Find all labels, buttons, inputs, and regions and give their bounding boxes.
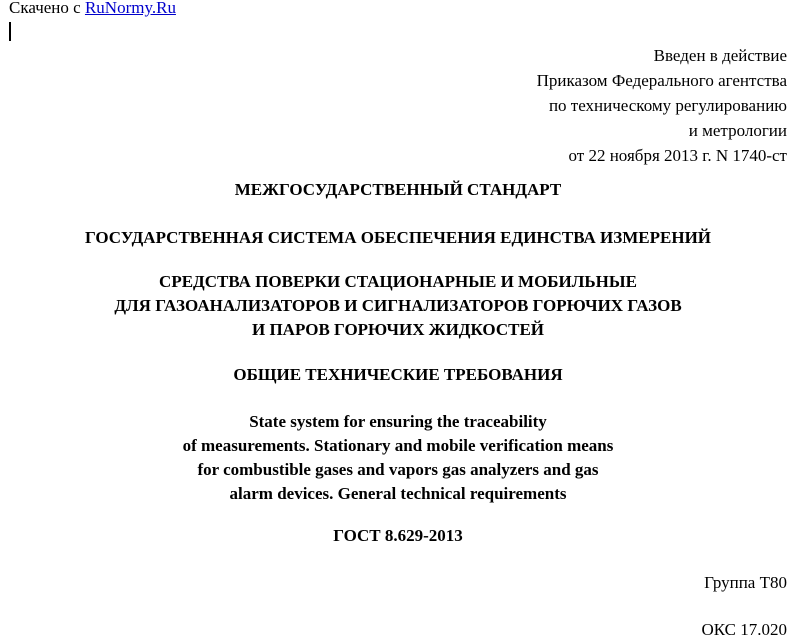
- english-title-line: State system for ensuring the traceability: [249, 412, 547, 431]
- standard-type-text: МЕЖГОСУДАРСТВЕННЫЙ СТАНДАРТ: [234, 180, 562, 199]
- adoption-line: от 22 ноября 2013 г. N 1740-ст: [568, 146, 787, 165]
- title-line: И ПАРОВ ГОРЮЧИХ ЖИДКОСТЕЙ: [251, 320, 545, 339]
- group-label: Группа Т80: [704, 573, 787, 592]
- system-name-heading: [0, 226, 790, 250]
- download-source-line: [9, 0, 176, 20]
- english-title: [0, 410, 790, 506]
- text-cursor: [9, 22, 11, 41]
- english-title-line: of measurements. Stationary and mobile verification means: [182, 436, 614, 455]
- english-title-line: alarm devices. General technical requirements: [229, 484, 567, 503]
- downloaded-from-text: Скачено с: [9, 0, 85, 17]
- adoption-line: Приказом Федерального агентства: [536, 71, 787, 90]
- runormy-link[interactable]: RuNormy.Ru: [84, 0, 176, 17]
- system-name-text: ГОСУДАРСТВЕННАЯ СИСТЕМА ОБЕСПЕЧЕНИЯ ЕДИНСТВА ИЗМЕРЕНИЙ: [84, 228, 712, 247]
- adoption-line: и метрологии: [688, 121, 787, 140]
- subtitle-text: ОБЩИЕ ТЕХНИЧЕСКИЕ ТРЕБОВАНИЯ: [233, 365, 563, 384]
- gost-number-text: ГОСТ 8.629-2013: [333, 526, 463, 545]
- oks-label: ОКС 17.020: [701, 620, 787, 639]
- standard-type-heading: [0, 178, 790, 202]
- adoption-note: [537, 43, 787, 168]
- document-title: [0, 270, 790, 342]
- adoption-line: по техническому регулированию: [548, 96, 787, 115]
- subtitle-heading: [0, 363, 790, 387]
- title-line: СРЕДСТВА ПОВЕРКИ СТАЦИОНАРНЫЕ И МОБИЛЬНЫЕ: [159, 272, 637, 291]
- adoption-line: Введен в действие: [653, 46, 787, 65]
- english-title-line: for combustible gases and vapors gas analyzers and gas: [197, 460, 599, 479]
- title-line: ДЛЯ ГАЗОАНАЛИЗАТОРОВ И СИГНАЛИЗАТОРОВ ГОРЮЧИХ ГАЗОВ: [114, 296, 682, 315]
- gost-number-heading: [0, 524, 790, 548]
